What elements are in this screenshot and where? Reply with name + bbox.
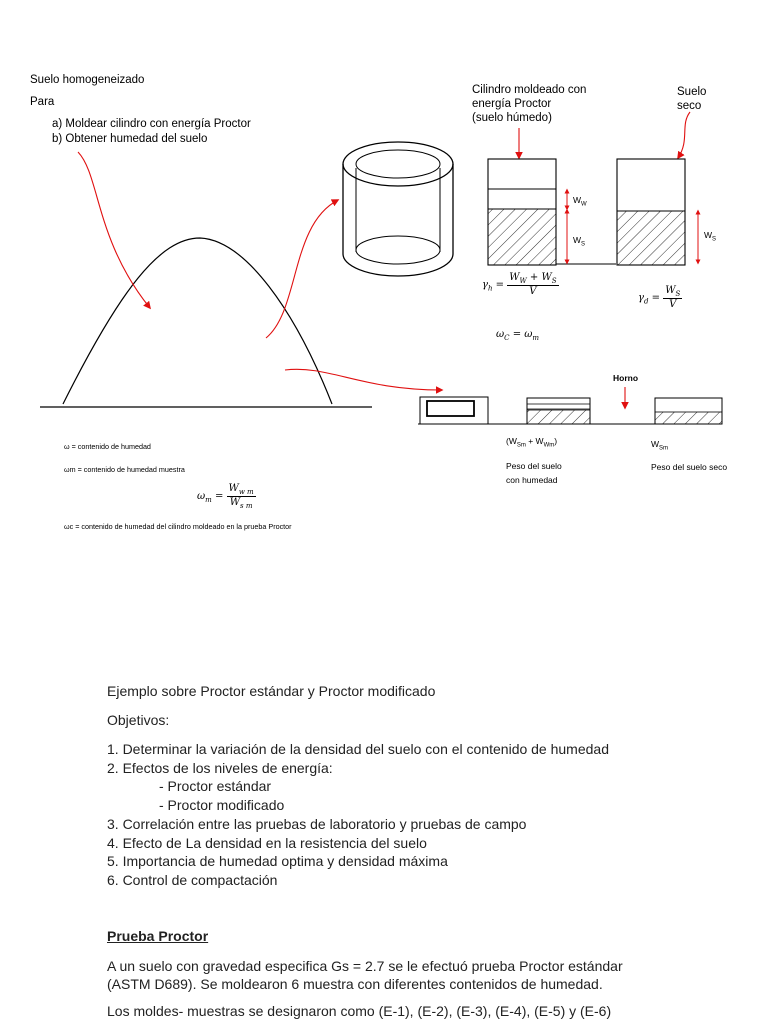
- objectives-label: Objetivos:: [107, 712, 170, 728]
- dry-soil-label: [677, 85, 706, 113]
- label-ww: $W_W$: [573, 195, 587, 208]
- dry-soil-block: [617, 159, 698, 265]
- section2-paragraph-1: [107, 957, 623, 993]
- label-peso-humedo-line2: con humedad: [506, 475, 558, 485]
- label-wsm-wwm: $(W_{Sm} + W_{Wm})$: [506, 436, 558, 449]
- label-peso-humedo-line1: Peso del suelo: [506, 461, 562, 471]
- objective-item: 6. Control de compactación: [107, 871, 278, 888]
- dry-soil-label-line2: seco: [677, 100, 702, 112]
- cylinder-label-line3: (suelo húmedo): [472, 112, 552, 124]
- formula-omega-m: $\omega_m$ = $\frac{W_{w m}}{W_{s m}}$: [197, 483, 254, 511]
- intro-title: Suelo homogeneizado: [30, 74, 145, 86]
- definition-omega-c: ωc = contenido de humedad del cilindro moldeado en la prueba Proctor: [64, 522, 292, 531]
- objective-item: 3. Correlación entre las pruebas de laboratorio y pruebas de campo: [107, 815, 527, 832]
- soil-pile-curve: [63, 238, 332, 404]
- arrow-to-cylinder: [266, 200, 338, 338]
- definition-omega-m: ωm = contenido de humedad muestra: [64, 465, 185, 474]
- section1-title: Ejemplo sobre Proctor estándar y Proctor modificado: [107, 683, 436, 699]
- trays: [418, 397, 722, 424]
- intro-item-b: b) Obtener humedad del suelo: [52, 133, 208, 145]
- label-horno: Horno: [613, 373, 639, 383]
- formula-gamma-h: $\gamma_h$ = $\frac{W_W + W_S}{V}$: [482, 272, 557, 298]
- cylinder-label-line1: Cilindro moldeado con: [472, 84, 587, 96]
- formula-gamma-d: $\gamma_d$ = $\frac{W_S}{V}$: [638, 285, 681, 311]
- intro-item-a: a) Moldear cilindro con energía Proctor: [52, 118, 251, 130]
- label-wsm: $W_{Sm}$: [651, 439, 669, 452]
- wet-soil-block: [488, 159, 616, 265]
- dry-soil-label-line1: Suelo: [677, 86, 707, 98]
- objective-item: 4. Efecto de La densidad en la resistencia del suelo: [107, 834, 427, 851]
- intro-para: Para: [30, 96, 55, 108]
- label-ws: $W_S$: [573, 235, 586, 248]
- proctor-cylinder: [343, 142, 453, 276]
- section2-title: Prueba Proctor: [107, 928, 209, 944]
- cylinder-label: [472, 83, 586, 125]
- label-peso-humedo: [506, 459, 562, 487]
- section2-paragraph-2: Los moldes- muestras se designaron como (E-1), (E-2), (E-3), (E-4), (E-5) y (E-6): [107, 1003, 612, 1019]
- arrow-dry-soil-label: [678, 112, 690, 158]
- arrow-to-tray: [285, 369, 442, 390]
- objective-item: 2. Efectos de los niveles de energía:: [107, 759, 333, 776]
- formula-omega-eq: $\omega_C = \omega_m$: [496, 329, 540, 342]
- section2-p1-line1: A un suelo con gravedad especifica Gs = 2.7 se le efectuó prueba Proctor estándar: [107, 958, 623, 974]
- objective-item: 1. Determinar la variación de la densidad del suelo con el contenido de humedad: [107, 741, 609, 757]
- objective-subitem: - Proctor estándar: [159, 778, 272, 795]
- objective-subitem: - Proctor modificado: [159, 797, 285, 814]
- definition-omega: ω = contenido de humedad: [64, 442, 151, 451]
- label-ws-dry: $W_S$: [704, 230, 717, 243]
- cylinder-label-line2: energía Proctor: [472, 98, 552, 110]
- objective-item: 5. Importancia de humedad optima y densidad máxima: [107, 853, 448, 870]
- objectives-list: [107, 740, 609, 890]
- arrow-to-pile: [78, 152, 150, 308]
- label-peso-seco: Peso del suelo seco: [651, 462, 728, 472]
- section2-p1-line2: (ASTM D689). Se moldearon 6 muestra con diferentes contenidos de humedad.: [107, 976, 603, 992]
